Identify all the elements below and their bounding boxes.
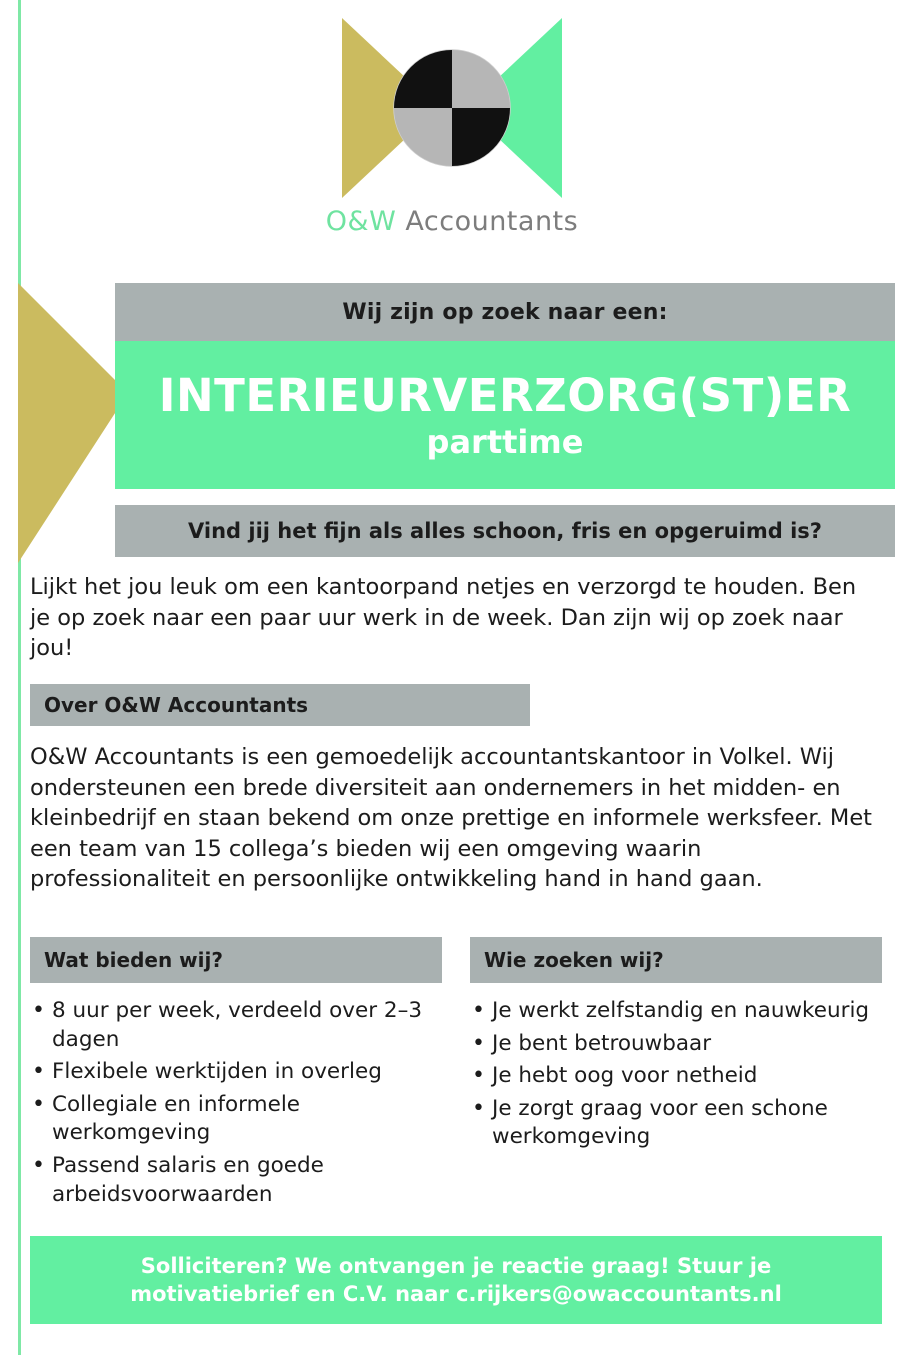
logo-wordmark-secondary: Accountants (396, 206, 579, 237)
profile-list (470, 997, 890, 1152)
logo-mark-icon (342, 18, 562, 198)
about-heading-text: Over O&W Accountants (44, 693, 309, 717)
offer-list-container (30, 997, 460, 1213)
list-item: • Je bent betrouwbaar (470, 1030, 890, 1059)
list-item: • Je zorgt graag voor een schone werkomgeving (470, 1095, 890, 1152)
call-to-action-text: Solliciteren? We ontvangen je reactie graag! Stuur je motivatiebrief en C.V. naar c.rijkers@owaccountants.nl (130, 1253, 782, 1306)
banner-question-text: Vind jij het fijn als alles schoon, fris en opgeruimd is? (188, 519, 822, 543)
intro-paragraph: Lijkt het jou leuk om een kantoorpand netjes en verzorgd te houden. Ben je op zoek naar een paar uur werk in de week. Dan zijn wij op zoek naar jou! (30, 574, 857, 662)
job-title: INTERIEURVERZORG(ST)ER (158, 368, 852, 422)
offer-list (30, 997, 460, 1209)
banner-question (115, 505, 895, 557)
offer-heading-text: Wat bieden wij? (44, 948, 223, 972)
profile-heading-text: Wie zoeken wij? (484, 948, 664, 972)
list-item: • Je werkt zelfstandig en nauwkeurig (470, 997, 890, 1026)
gold-triangle-decoration (18, 283, 128, 563)
about-paragraph: O&W Accountants is een gemoedelijk accountantskantoor in Volkel. Wij ondersteunen een brede diversiteit aan ondernemers in het midden- en kleinbedrijf en staan bekend om onze prettige en informele werksfeer. Met een team van 15 collega’s bieden wij een omgeving waarin professionaliteit en persoonlijke ontwikkeling hand in hand gaan. (30, 744, 873, 893)
list-item: • Je hebt oog voor netheid (470, 1062, 890, 1091)
company-logo (0, 18, 904, 237)
logo-wordmark (0, 206, 904, 237)
banner-title-block (115, 341, 895, 489)
job-subtitle: parttime (426, 422, 584, 461)
list-item: • 8 uur per week, verdeeld over 2–3 dagen (30, 997, 460, 1054)
profile-list-container (470, 997, 890, 1156)
offer-heading (30, 937, 442, 983)
call-to-action-banner (30, 1236, 882, 1324)
list-item: • Collegiale en informele werkomgeving (30, 1091, 460, 1148)
list-item: • Passend salaris en goede arbeidsvoorwaarden (30, 1152, 460, 1209)
banner-eyebrow-text: Wij zijn op zoek naar een: (342, 299, 668, 325)
banner-eyebrow (115, 283, 895, 341)
list-item: • Flexibele werktijden in overleg (30, 1058, 460, 1087)
about-heading (30, 684, 530, 726)
profile-heading (470, 937, 882, 983)
logo-wordmark-primary: O&W (325, 206, 397, 237)
